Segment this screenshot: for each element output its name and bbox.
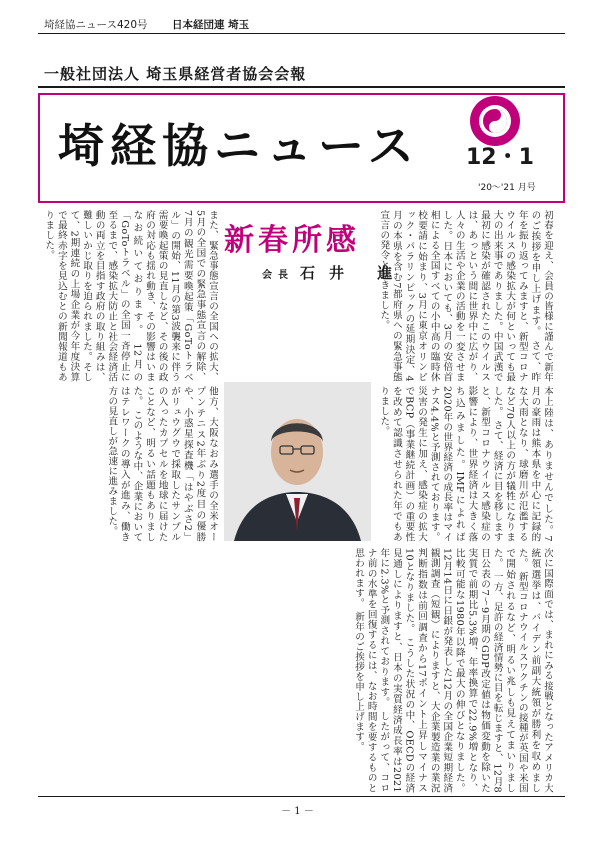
issue-date-sub: '20〜'21 月号 bbox=[478, 183, 536, 193]
paragraph: 新年のご挨拶を申し上げます。 bbox=[353, 611, 365, 752]
paragraph: 他方、大阪なおみ選手の全米オープンテニス2年ぶり2度目の優勝や、小惑星探査機「はやぶさ2」がリュウグウで採取したサンプルの入ったカプセルを地球に届けたことなど、明るい話題もありました。 bbox=[131, 386, 218, 542]
paragraph: こうした状況の中、OECDの経済見通しによりますと、日本の実質経済成長率は2021年に2.3%と予測されております。 bbox=[378, 548, 415, 793]
text-column-middle-right bbox=[377, 386, 553, 542]
paragraph: 本上陸は、ありませんでした。7月の豪雨は熊本県を中心に記録的な大雨となり、球磨川が氾濫するなど70人以上の方が犠牲になりました。 bbox=[491, 386, 553, 542]
paragraph: さて、経済に目を移しますと、新型コロナウイルス感染症の影響により、世界経済は大きく落ち込みました。IMFによれば2020年の世界経済の成長率はマイナス4.4%と予測されております。 bbox=[428, 386, 503, 542]
footer-rule bbox=[38, 796, 565, 797]
paragraph: 次に国際面では、まれにみる接戦となったアメリカ大統領選挙は、バイデン前副大統領が勝利を収めました。 bbox=[516, 548, 553, 793]
header-rule bbox=[38, 33, 565, 34]
paragraph: 12月の「GoToトラベル」の全国一斉停止に至るまで、感染拡大防止と社会経済活動の両立を目指す政府の取り組みは、難しいかじ取りを迫られました。そして、2期連続の上場企業が今年度決算で最終赤字を見込むとの新聞報道もありました。 bbox=[43, 210, 143, 382]
author-name: 石井 進 bbox=[300, 264, 407, 282]
page-number: － 1 － bbox=[281, 806, 314, 817]
paragraph: 12月14日に日銀が発表した12月の全国企業短期経済観測調査（短観）によりますと、大企業製造業の業況判断指数は前回調査から17ポイント上昇しマイナス10となりました。 bbox=[403, 548, 453, 793]
org-full-name: 一般社団法人 埼玉県経営者協会会報 bbox=[44, 65, 307, 83]
text-column-lower bbox=[42, 548, 553, 793]
paragraph: 初春を迎え、会員の皆様に謹んで新年のご挨拶を申し上げます。 bbox=[529, 210, 553, 382]
author-role: 会長 bbox=[262, 270, 294, 281]
newsletter-title: 埼経協ニュース bbox=[58, 119, 420, 173]
issue-number: 埼経協ニュース420号 bbox=[44, 19, 148, 31]
paragraph: 災害の発生に加え、感染症の拡大でBCP（事業継続計画）の重要性を改めて認識させられた年でもありました。 bbox=[378, 386, 428, 542]
paragraph: 新型コロナウイルスワクチンの接種が英国や米国で開始されるなど、明るい兆しも見えてまいりました。 bbox=[491, 548, 528, 793]
text-column-middle-left bbox=[42, 386, 218, 542]
text-column-upper-right bbox=[377, 210, 553, 382]
paragraph: このような中、企業においてはテレワークの導入が進み、働き方の見直しが急速に進みました。 bbox=[106, 386, 143, 542]
text-column-upper-left bbox=[42, 210, 218, 382]
article-title: 新春所感 bbox=[224, 223, 360, 258]
issue-date: 12・1 bbox=[466, 145, 534, 170]
paragraph: さて、昨年を振り返ってみますと、新型コロナウイルスの感染拡大が何といっても最大の出来事でありました。中国武漢で最初に感染が確認されたこのウイルスは、あっという間に世界中に広がり、人々の生活や企業の活動を一変させました。日本においても、3月の安倍首相による全国すべての小中高の臨時休校要請に始まり、3月に東京オリンピック・パラリンピックの延期決定、4月の本県を含む7都府県への緊急事態宣言の発令と続きました。 bbox=[378, 210, 541, 382]
paragraph: したがって、コロナ前の水準を回復するには、なお時間を要するものと思われます。 bbox=[353, 548, 390, 793]
chairman-photo bbox=[224, 382, 371, 541]
paragraph: また、緊急事態宣言の全国への拡大、5月の全国での緊急事態宣言の解除、7月の観光需要喚起策「GoToトラベル」の開始、11月の第3波襲来に伴う需要喚起策の見直しなど、その後の政府の対応も揺れ動き、その影響はいまなお続いております。 bbox=[131, 210, 218, 382]
org-short-name: 日本経団連 埼玉 bbox=[172, 19, 250, 31]
paragraph: 一方、足許の経済情勢に目を転じますと、12月8日公表の7〜9月期のGDP改定値は物価変動を除いた実質で前期比5.3%増、年率換算で22.9%増となり、比較可能な1980年以降で最大の伸びとなりました。 bbox=[453, 548, 503, 793]
masthead-rule bbox=[38, 86, 565, 88]
